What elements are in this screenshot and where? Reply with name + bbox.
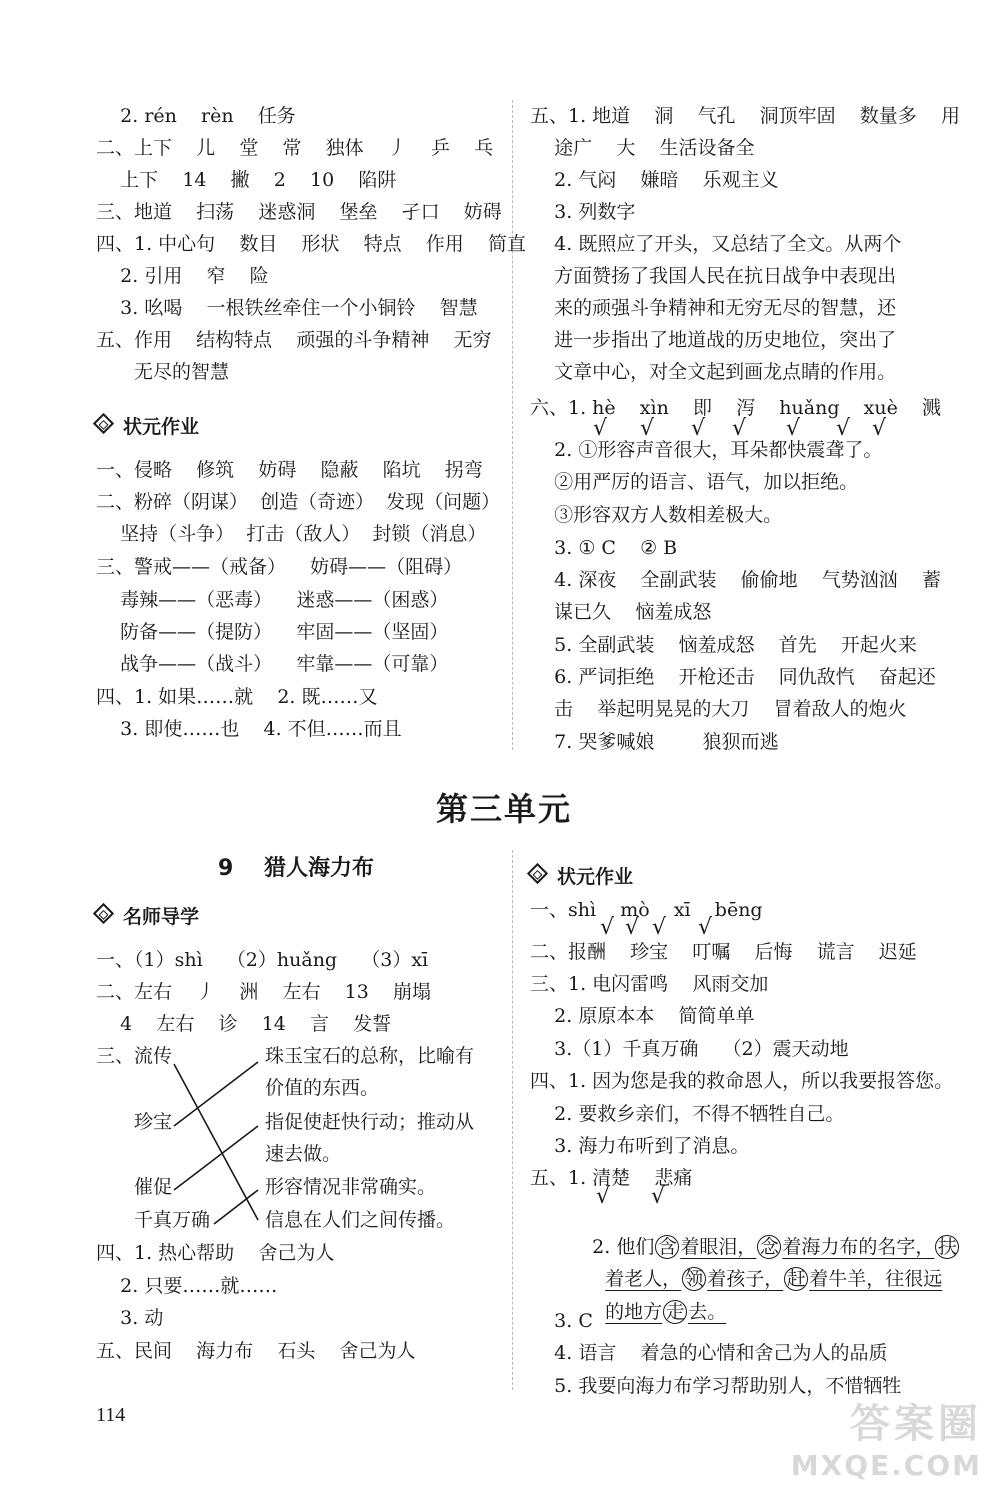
match-right-item: 珠玉宝石的总称，比喻有 — [265, 1045, 475, 1067]
question-number: 三、 — [96, 1045, 135, 1067]
answer-line: 四、1. 如果……就 2. 既……又 — [96, 686, 378, 708]
match-right-item: 速去做。 — [265, 1143, 342, 1165]
answer-line: 二、左右 丿 洲 左右 13 崩塌 — [96, 981, 431, 1003]
answer-text: 着海力布的名字， — [782, 1236, 935, 1258]
answer-line: 3. 海力布听到了消息。 — [530, 1135, 750, 1157]
match-left-item: 催促 — [134, 1176, 173, 1198]
answer-line: 谋已久 恼羞成怒 — [530, 601, 712, 623]
circled-char: 走 — [663, 1300, 687, 1324]
answer-line: 3. C — [530, 1310, 593, 1332]
answer-line: 四、1. 中心句 数目 形状 特点 作用 简直 — [96, 233, 526, 255]
watermark-url: MXQE.COM — [790, 1449, 982, 1482]
match-right-item: 价值的东西。 — [265, 1077, 380, 1099]
answer-line: 4. 深夜 全副武装 偷偷地 气势汹汹 蓄 — [530, 569, 941, 591]
answer-line: 六、1. hè xìn 即 泻 huǎng xuè 溅 — [530, 397, 942, 419]
answer-line: 一、侵略 修筑 妨碍 隐蔽 陷坑 拐弯 — [96, 459, 483, 481]
answer-line: 5. 我要向海力布学习帮助别人，不惜牺牲 — [530, 1375, 902, 1397]
match-left-item: 流传 — [134, 1045, 173, 1067]
check-icon: √ — [640, 416, 655, 441]
answer-line: 2. 要救乡亲们，不得不牺牲自己。 — [530, 1103, 845, 1125]
check-icon: √ — [691, 416, 706, 441]
answer-text: 着老人， — [605, 1268, 682, 1290]
answer-line: 三、1. 电闪雷鸣 风雨交加 — [530, 973, 769, 995]
answer-line: 无尽的智慧 — [134, 361, 230, 383]
check-icon: √ — [872, 416, 887, 441]
answer-text: 的地方 — [605, 1301, 663, 1323]
answer-line: 毒辣——（恶毒） 迷惑——（困惑） — [96, 589, 449, 611]
section-heading-text: 名师导学 — [123, 906, 200, 928]
underlined-text — [605, 1301, 726, 1323]
answer-line: 6. 严词拒绝 开枪还击 同仇敌忾 奋起还 — [530, 666, 936, 688]
answer-line: 途广 大 生活设备全 — [530, 137, 755, 159]
answer-line: ③形容双方人数相差极大。 — [530, 504, 783, 526]
watermark — [791, 1392, 982, 1482]
circled-char: 赶 — [784, 1267, 808, 1291]
answer-line: 4. 语言 着急的心情和舍己为人的品质 — [530, 1342, 888, 1364]
circled-char: 念 — [757, 1235, 781, 1259]
answer-line: 3. 动 — [96, 1307, 164, 1329]
answer-line: 三、地道 扫荡 迷惑洞 堡垒 孑口 妨碍 — [96, 201, 502, 223]
section-heading — [530, 862, 633, 889]
match-left-item: 珍宝 — [134, 1111, 173, 1133]
answer-line: 2. rén rèn 任务 — [96, 105, 296, 127]
page-number: 114 — [96, 1404, 126, 1426]
check-icon: √ — [652, 915, 667, 940]
match-right-item: 信息在人们之间传播。 — [265, 1209, 456, 1231]
answer-line: 战争——（战斗） 牢靠——（可靠） — [96, 653, 449, 675]
answer-line: 3. 即使……也 4. 不但……而且 — [96, 718, 402, 740]
lesson-title: 9 猎人海力布 — [218, 856, 374, 881]
check-icon: √ — [836, 416, 851, 441]
answer-line: 三、警戒——（戒备） 妨碍——（阻碍） — [96, 556, 463, 578]
match-left-item: 千真万确 — [134, 1209, 211, 1231]
answer-line: 进一步指出了地道战的历史地位，突出了 — [530, 329, 897, 351]
check-icon: √ — [786, 416, 801, 441]
circled-char: 领 — [682, 1267, 706, 1291]
answer-line: 四、1. 因为您是我的救命恩人，所以我要报答您。 — [530, 1070, 954, 1092]
circled-answer-line — [581, 1276, 726, 1348]
check-icon: √ — [625, 915, 640, 940]
answer-line: 五、1. 清楚 悲痛 — [530, 1167, 693, 1189]
answer-line: 五、1. 地道 洞 气孔 洞顶牢固 数量多 用 — [530, 105, 960, 127]
section-heading-text: 状元作业 — [123, 416, 200, 438]
answer-line: 五、民间 海力布 石头 舍己为人 — [96, 1340, 416, 1362]
answer-text: 着孩子， — [707, 1268, 784, 1290]
answer-line: 方面赞扬了我国人民在抗日战争中表现出 — [530, 265, 897, 287]
watermark-text: 答案圈 — [850, 1401, 982, 1447]
answer-line: 4 左右 诊 14 言 发誓 — [96, 1013, 392, 1035]
answer-line: 3. ① C ② B — [530, 537, 678, 559]
answer-line: 2. 只要……就…… — [96, 1275, 278, 1297]
check-icon: √ — [698, 915, 713, 940]
answer-line: 坚持（斗争） 打击（敌人） 封锁（消息） — [96, 523, 487, 545]
answer-line: 文章中心，对全文起到画龙点睛的作用。 — [530, 361, 897, 383]
diamond-icon — [527, 863, 548, 884]
answer-line: 上下 14 撇 2 10 陷阱 — [96, 169, 397, 191]
answer-line: 二、上下 儿 堂 常 独体 丿 乒 乓 — [96, 137, 494, 159]
circled-char: 含 — [655, 1235, 679, 1259]
answer-text: 2. 他们 — [592, 1236, 655, 1258]
answer-text: 着牛羊，往很远 — [809, 1268, 943, 1290]
check-icon: √ — [651, 1184, 666, 1209]
answer-text: 着眼泪， — [680, 1236, 757, 1258]
answer-line: ②用严厉的语言、语气，加以拒绝。 — [530, 471, 859, 493]
answer-line: 2. 原原本本 简简单单 — [530, 1005, 755, 1027]
answer-line: 3. 吆喝 一根铁丝牵住一个小铜铃 智慧 — [96, 297, 478, 319]
answer-line: 二、报酬 珍宝 叮嘱 后悔 谎言 迟延 — [530, 941, 917, 963]
answer-line: 3. 列数字 — [530, 201, 636, 223]
answer-line: 五、作用 结构特点 顽强的斗争精神 无穷 — [96, 329, 492, 351]
check-icon: √ — [600, 915, 615, 940]
unit-title: 第三单元 — [436, 790, 573, 828]
check-icon: √ — [593, 416, 608, 441]
answer-line: 来的顽强斗争精神和无穷无尽的智慧，还 — [530, 297, 897, 319]
answer-line: 2. ①形容声音很大，耳朵都快震聋了。 — [530, 439, 883, 461]
circled-char: 扶 — [935, 1235, 959, 1259]
check-icon: √ — [596, 1184, 611, 1209]
answer-line: 击 举起明晃晃的大刀 冒着敌人的炮火 — [530, 698, 907, 720]
answer-line: 2. 引用 窄 险 — [96, 265, 269, 287]
answer-line: 防备——（提防） 牢固——（坚固） — [96, 621, 449, 643]
answer-line: 一、shì mò xī bēng — [530, 899, 763, 921]
section-heading-text: 状元作业 — [557, 866, 634, 888]
answer-line: 二、粉碎（阴谋） 创造（奇迹） 发现（问题） — [96, 491, 501, 513]
answer-line: 3.（1）千真万确 （2）震天动地 — [530, 1038, 849, 1060]
answer-line: 2. 气闷 嫌暗 乐观主义 — [530, 169, 779, 191]
answer-text: 去。 — [688, 1301, 727, 1323]
match-right-item: 指促使赶快行动；推动从 — [265, 1111, 475, 1133]
answer-line: 7. 哭爹喊娘 狼狈而逃 — [530, 731, 779, 753]
answer-line: 四、1. 热心帮助 舍己为人 — [96, 1242, 335, 1264]
answer-line: 4. 既照应了开头，又总结了全文。从两个 — [530, 233, 902, 255]
answer-line: 一、（1）shì （2）huǎng （3）xī — [96, 949, 429, 971]
check-icon: √ — [732, 416, 747, 441]
match-right-item: 形容情况非常确实。 — [265, 1176, 437, 1198]
answer-line: 5. 全副武装 恼羞成怒 首先 开起火来 — [530, 634, 917, 656]
